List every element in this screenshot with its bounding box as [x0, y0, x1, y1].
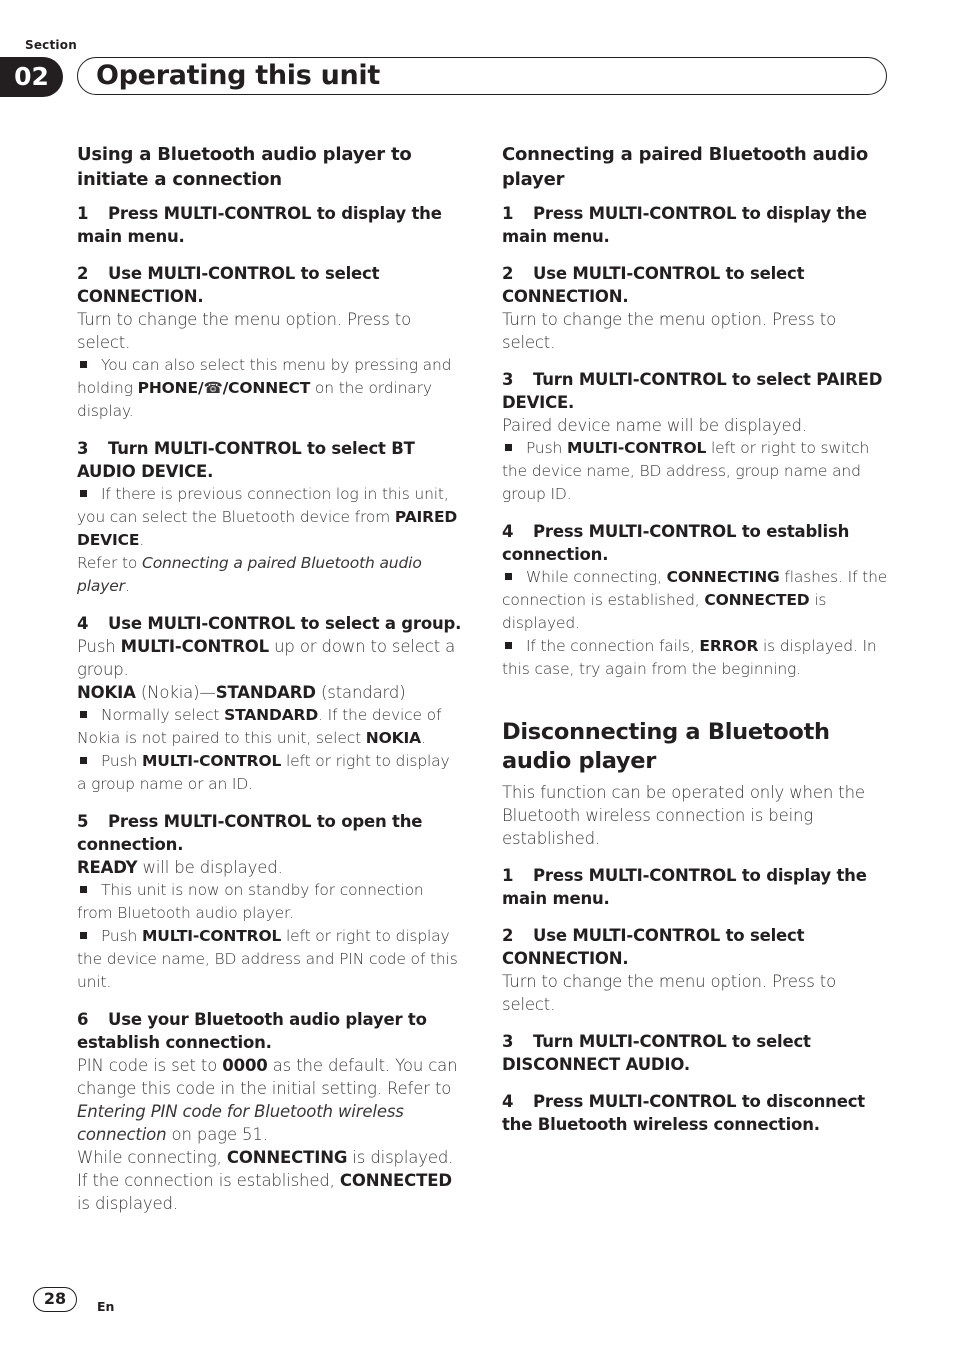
step-number: 1: [77, 204, 89, 223]
options-text: NOKIA (Nokia)—STANDARD (standard): [77, 683, 406, 702]
step: [502, 924, 888, 970]
note: If there is previous connection log in this unit, you can select the Bluetooth device from PAIRED DEVICE.: [77, 485, 458, 549]
step: [502, 1090, 888, 1136]
section-heading: Connecting a paired Bluetooth audio player: [502, 144, 868, 190]
note: You can also select this menu by pressing and holding PHONE/☎/CONNECT on the ordinary display.: [77, 356, 452, 420]
bullet-square-icon: [80, 757, 87, 764]
body-text: READY will be displayed.: [77, 858, 283, 877]
step-number: 2: [502, 264, 514, 283]
step: [502, 864, 888, 910]
subsection-heading: Disconnecting a Bluetooth audio player: [502, 719, 830, 774]
step-text: Press MULTI-CONTROL to display the main menu.: [502, 204, 867, 246]
step-text: Press MULTI-CONTROL to display the main menu.: [77, 204, 442, 246]
step: [502, 520, 888, 566]
note: Normally select STANDARD. If the device of Nokia is not paired to this unit, select NOKIA.: [77, 706, 442, 747]
note: If the connection fails, ERROR is displayed. In this case, try again from the beginning.: [502, 637, 877, 678]
body-text: Push MULTI-CONTROL up or down to select a group.: [77, 637, 456, 679]
step-number: 3: [502, 370, 514, 389]
step: [502, 1030, 888, 1076]
body-text: Turn to change the menu option. Press to select.: [77, 310, 412, 352]
body-text: While connecting, CONNECTING is displayed. If the connection is established, CONNECTED is displayed.: [77, 1148, 454, 1213]
page-number-badge: 28: [33, 1287, 77, 1312]
bullet-square-icon: [80, 886, 87, 893]
step-number: 4: [502, 522, 514, 541]
step-number: 5: [77, 812, 89, 831]
step-number: 3: [77, 439, 89, 458]
step-text: Use MULTI-CONTROL to select a group.: [108, 614, 462, 633]
step-text: Turn MULTI-CONTROL to select DISCONNECT AUDIO.: [502, 1032, 811, 1074]
note: This unit is now on standby for connection from Bluetooth audio player.: [77, 881, 424, 922]
section-number-badge: 02: [0, 57, 63, 97]
title-bar: [77, 57, 887, 95]
bullet-square-icon: [80, 932, 87, 939]
body-text: Paired device name will be displayed.: [502, 416, 807, 435]
section-label: Section: [25, 38, 77, 52]
bullet-square-icon: [80, 490, 87, 497]
step-text: Use MULTI-CONTROL to select CONNECTION.: [77, 264, 380, 306]
step-text: Press MULTI-CONTROL to display the main menu.: [502, 866, 867, 908]
page-title: Operating this unit: [96, 60, 380, 91]
step: [77, 612, 463, 635]
note: Push MULTI-CONTROL left or right to switch the device name, BD address, group name and group ID.: [502, 439, 870, 503]
step-text: Press MULTI-CONTROL to open the connection.: [77, 812, 423, 854]
step-text: Use your Bluetooth audio player to establish connection.: [77, 1010, 427, 1052]
intro-text: This function can be operated only when the Bluetooth wireless connection is being established.: [502, 783, 865, 848]
bullet-square-icon: [80, 711, 87, 718]
body-text: Turn to change the menu option. Press to select.: [502, 972, 837, 1014]
bullet-square-icon: [505, 573, 512, 580]
step-number: 1: [502, 204, 514, 223]
step-text: Use MULTI-CONTROL to select CONNECTION.: [502, 926, 805, 968]
step-number: 2: [502, 926, 514, 945]
step: [77, 262, 463, 308]
step: [77, 1008, 463, 1054]
section-heading: Using a Bluetooth audio player to initiate a connection: [77, 144, 412, 190]
step-text: Turn MULTI-CONTROL to select PAIRED DEVICE.: [502, 370, 883, 412]
step-text: Press MULTI-CONTROL to disconnect the Bluetooth wireless connection.: [502, 1092, 865, 1134]
step: [502, 202, 888, 248]
step-text: Press MULTI-CONTROL to establish connection.: [502, 522, 850, 564]
phone-icon: ☎: [203, 379, 223, 397]
reference-text: Refer to Connecting a paired Bluetooth audio player.: [77, 554, 422, 595]
right-column: [502, 142, 888, 1136]
step-text: Use MULTI-CONTROL to select CONNECTION.: [502, 264, 805, 306]
body-text: Turn to change the menu option. Press to select.: [502, 310, 837, 352]
note: Push MULTI-CONTROL left or right to display the device name, BD address and PIN code of this unit.: [77, 927, 458, 991]
step: [77, 437, 463, 483]
step: [502, 368, 888, 414]
bullet-square-icon: [80, 361, 87, 368]
step-text: Turn MULTI-CONTROL to select BT AUDIO DEVICE.: [77, 439, 415, 481]
step: [502, 262, 888, 308]
step-number: 6: [77, 1010, 89, 1029]
step-number: 1: [502, 866, 514, 885]
step-number: 4: [502, 1092, 514, 1111]
step-number: 3: [502, 1032, 514, 1051]
step: [77, 810, 463, 856]
language-label: En: [97, 1299, 115, 1314]
step: [77, 202, 463, 248]
note: Push MULTI-CONTROL left or right to display a group name or an ID.: [77, 752, 450, 793]
body-text: PIN code is set to 0000 as the default. You can change this code in the initial setting. Refer to Entering PIN code for Bluetooth wireless connection on page 51.: [77, 1056, 458, 1144]
left-column: [77, 142, 463, 1215]
step-number: 4: [77, 614, 89, 633]
bullet-square-icon: [505, 444, 512, 451]
bullet-square-icon: [505, 642, 512, 649]
step-number: 2: [77, 264, 89, 283]
note: While connecting, CONNECTING flashes. If the connection is established, CONNECTED is displayed.: [502, 568, 888, 632]
